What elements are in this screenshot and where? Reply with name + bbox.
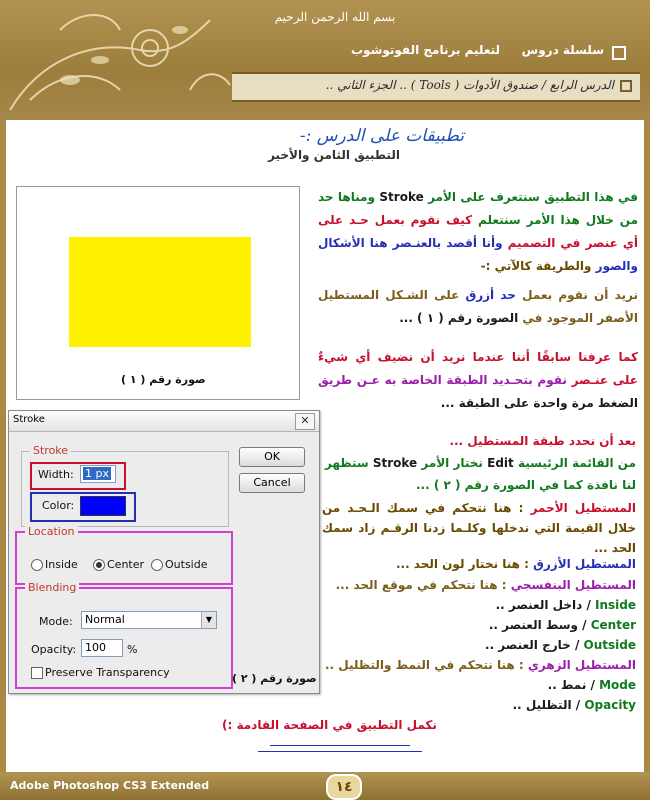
lesson-title: الدرس الرابع / صندوق الأدوات ( Tools ) .. الجزء الثاني ..: [325, 78, 614, 92]
intro-text-4: وأنا أقصد بالعنـصر هنا الأشكال والصور: [318, 236, 638, 273]
red-rect-desc: : هنا نتحكم في سمك الـحـد من خلال القيمة التي ندخلها وكلـما زدنا الرقـم زاد سمك الحد ...: [322, 501, 636, 555]
width-label: Width:: [38, 468, 74, 481]
lesson-bar: [232, 72, 640, 102]
intro-stroke-word: Stroke: [379, 190, 424, 204]
mode-label: Mode:: [39, 615, 73, 628]
outside-label: Outside: [165, 558, 208, 571]
dialog-title: Stroke: [13, 414, 45, 425]
divider: [258, 751, 422, 752]
step-menu-edit: Edit: [487, 456, 514, 470]
close-icon[interactable]: ✕: [295, 413, 315, 430]
outside-desc: / خارج العنصر ..: [485, 638, 584, 652]
step-pink-rect: [325, 658, 636, 672]
intro-text-2: ومناها حد من خلال هذا الأمر سنتعلم: [318, 190, 639, 227]
step-select-layer: بعد أن نحدد طبقة المستطيل ...: [449, 434, 636, 448]
series-title: سلسلة دروس: [521, 43, 604, 57]
intro-text-3: كيف نقوم بعمل حـد على أي عنصر في التصميم: [318, 213, 638, 250]
violet-rect-title: المستطيل البنفسجي: [510, 578, 636, 592]
layer-text-2: نقوم بتحـديد الطبقة الخاصة به عـن طريق: [318, 373, 572, 387]
mode-select[interactable]: [81, 611, 217, 629]
cancel-button[interactable]: Cancel: [239, 473, 305, 493]
step-inside: [496, 598, 636, 612]
header-banner: [0, 0, 650, 120]
series-subtitle: لتعليم برنامج الفوتوشوب: [351, 43, 500, 57]
mode-value: Normal: [85, 613, 125, 626]
percent-label: %: [127, 643, 138, 656]
layer-text-1: كما عرفنا سابقًا أننا عندما نريد أن نضيف أي شيءٌ على عنـصر: [318, 350, 638, 387]
center-label: Center: [107, 558, 145, 571]
step-mode: [548, 678, 636, 692]
section-title: تطبيقات على الدرس :-: [299, 126, 464, 146]
location-group-label: Location: [25, 525, 78, 538]
red-rect-title: المستطيل الأحمر: [530, 501, 636, 515]
radio-center[interactable]: [93, 559, 105, 571]
step-outside: [485, 638, 636, 652]
goal-paragraph: [318, 284, 638, 330]
opacity-value: 100: [85, 641, 106, 654]
color-label: Color:: [42, 499, 75, 512]
preserve-label: Preserve Transparency: [45, 666, 170, 679]
opacity-desc: / التظليل ..: [512, 698, 585, 712]
step-menu-text-3: ستظهر: [324, 456, 373, 470]
page-number: ١٤: [326, 774, 362, 800]
pink-rect-title: المستطيل الزهري: [527, 658, 636, 672]
step-window: لنا نافذة كما في الصورة رقم ( ٢ ) ...: [415, 478, 636, 492]
radio-outside[interactable]: [151, 559, 163, 571]
stroke-group: [21, 444, 229, 527]
square-bullet-icon: [620, 80, 632, 92]
inside-label: Inside: [45, 558, 78, 571]
preserve-checkbox[interactable]: [31, 667, 43, 679]
center-term: Center: [590, 618, 636, 632]
blending-group: [15, 581, 233, 689]
opacity-label: Opacity:: [31, 643, 77, 656]
figure-2-caption: صورة رقم ( ٢ ): [232, 672, 317, 685]
floral-ornament-icon: [0, 0, 240, 120]
width-value: 1 px: [85, 467, 109, 480]
stroke-group-label: Stroke: [30, 444, 71, 457]
outside-term: Outside: [583, 638, 636, 652]
goal-text-1: نريد أن نقوم بعمل: [515, 288, 638, 302]
step-blue-rect: [396, 557, 636, 571]
blending-group-label: Blending: [25, 581, 79, 594]
step-center: [489, 618, 636, 632]
location-group: [15, 525, 233, 585]
product-name: Adobe Photoshop CS3 Extended: [10, 779, 210, 792]
figure-1-caption: صورة رقم ( ١ ): [121, 373, 206, 386]
closing-note: نكمل التطبيق في الصفحة القادمة :): [222, 718, 437, 732]
stroke-dialog: [8, 410, 320, 694]
color-swatch[interactable]: [80, 496, 126, 516]
center-desc: / وسط العنصر ..: [488, 618, 591, 632]
step-menu: [325, 456, 636, 470]
chevron-down-icon[interactable]: ▼: [201, 612, 216, 628]
dialog-titlebar: [9, 411, 319, 432]
opacity-term: Opacity: [584, 698, 636, 712]
divider: [270, 745, 410, 746]
blue-rect-title: المستطيل الأزرق: [533, 557, 636, 571]
intro-text-5: والطريقة كالآتي :-: [480, 259, 596, 273]
intro-text-1: في هذا التطبيق سنتعرف على الأمر: [423, 190, 638, 204]
square-bullet-icon: [612, 46, 626, 60]
footer-bar: [0, 772, 650, 800]
radio-inside[interactable]: [31, 559, 43, 571]
mode-term: Mode: [599, 678, 636, 692]
layer-text-3: الضغط مرة واحدة على الطبقة ...: [440, 396, 638, 410]
figure-1: [16, 186, 300, 400]
basmala: بسم الله الرحمن الرحيم: [274, 10, 396, 24]
goal-blue-edge: حد أزرق: [465, 288, 516, 302]
layer-paragraph: [318, 346, 638, 415]
goal-text-2: على الشـكل المستطيل الأصفر الموجود في: [318, 288, 638, 325]
yellow-rectangle: [69, 237, 251, 347]
violet-rect-desc: : هنا نتحكم في موقع الحد ...: [335, 578, 511, 592]
series-heading: [240, 38, 640, 66]
mode-desc: / نمط ..: [547, 678, 600, 692]
step-red-rect: [322, 498, 636, 558]
blue-rect-desc: : هنا نختار لون الحد ...: [395, 557, 534, 571]
section-subtitle: التطبيق الثامن والأخير: [268, 148, 400, 162]
step-menu-text-2: نختار الأمر: [417, 456, 488, 470]
goal-text-3: الصورة رقم ( ١ ) ...: [399, 311, 519, 325]
width-input[interactable]: [80, 465, 116, 483]
step-opacity: [513, 698, 636, 712]
inside-desc: / داخل العنصر ..: [495, 598, 595, 612]
intro-paragraph: [318, 186, 638, 278]
step-menu-text-1: من القائمة الرئيسية: [513, 456, 636, 470]
step-violet-rect: [336, 578, 636, 592]
opacity-input[interactable]: [81, 639, 123, 657]
step-menu-stroke: Stroke: [372, 456, 418, 470]
pink-rect-desc: : هنا نتحكم في النمط والتظليل ..: [324, 658, 528, 672]
ok-button[interactable]: OK: [239, 447, 305, 467]
inside-term: Inside: [595, 598, 636, 612]
